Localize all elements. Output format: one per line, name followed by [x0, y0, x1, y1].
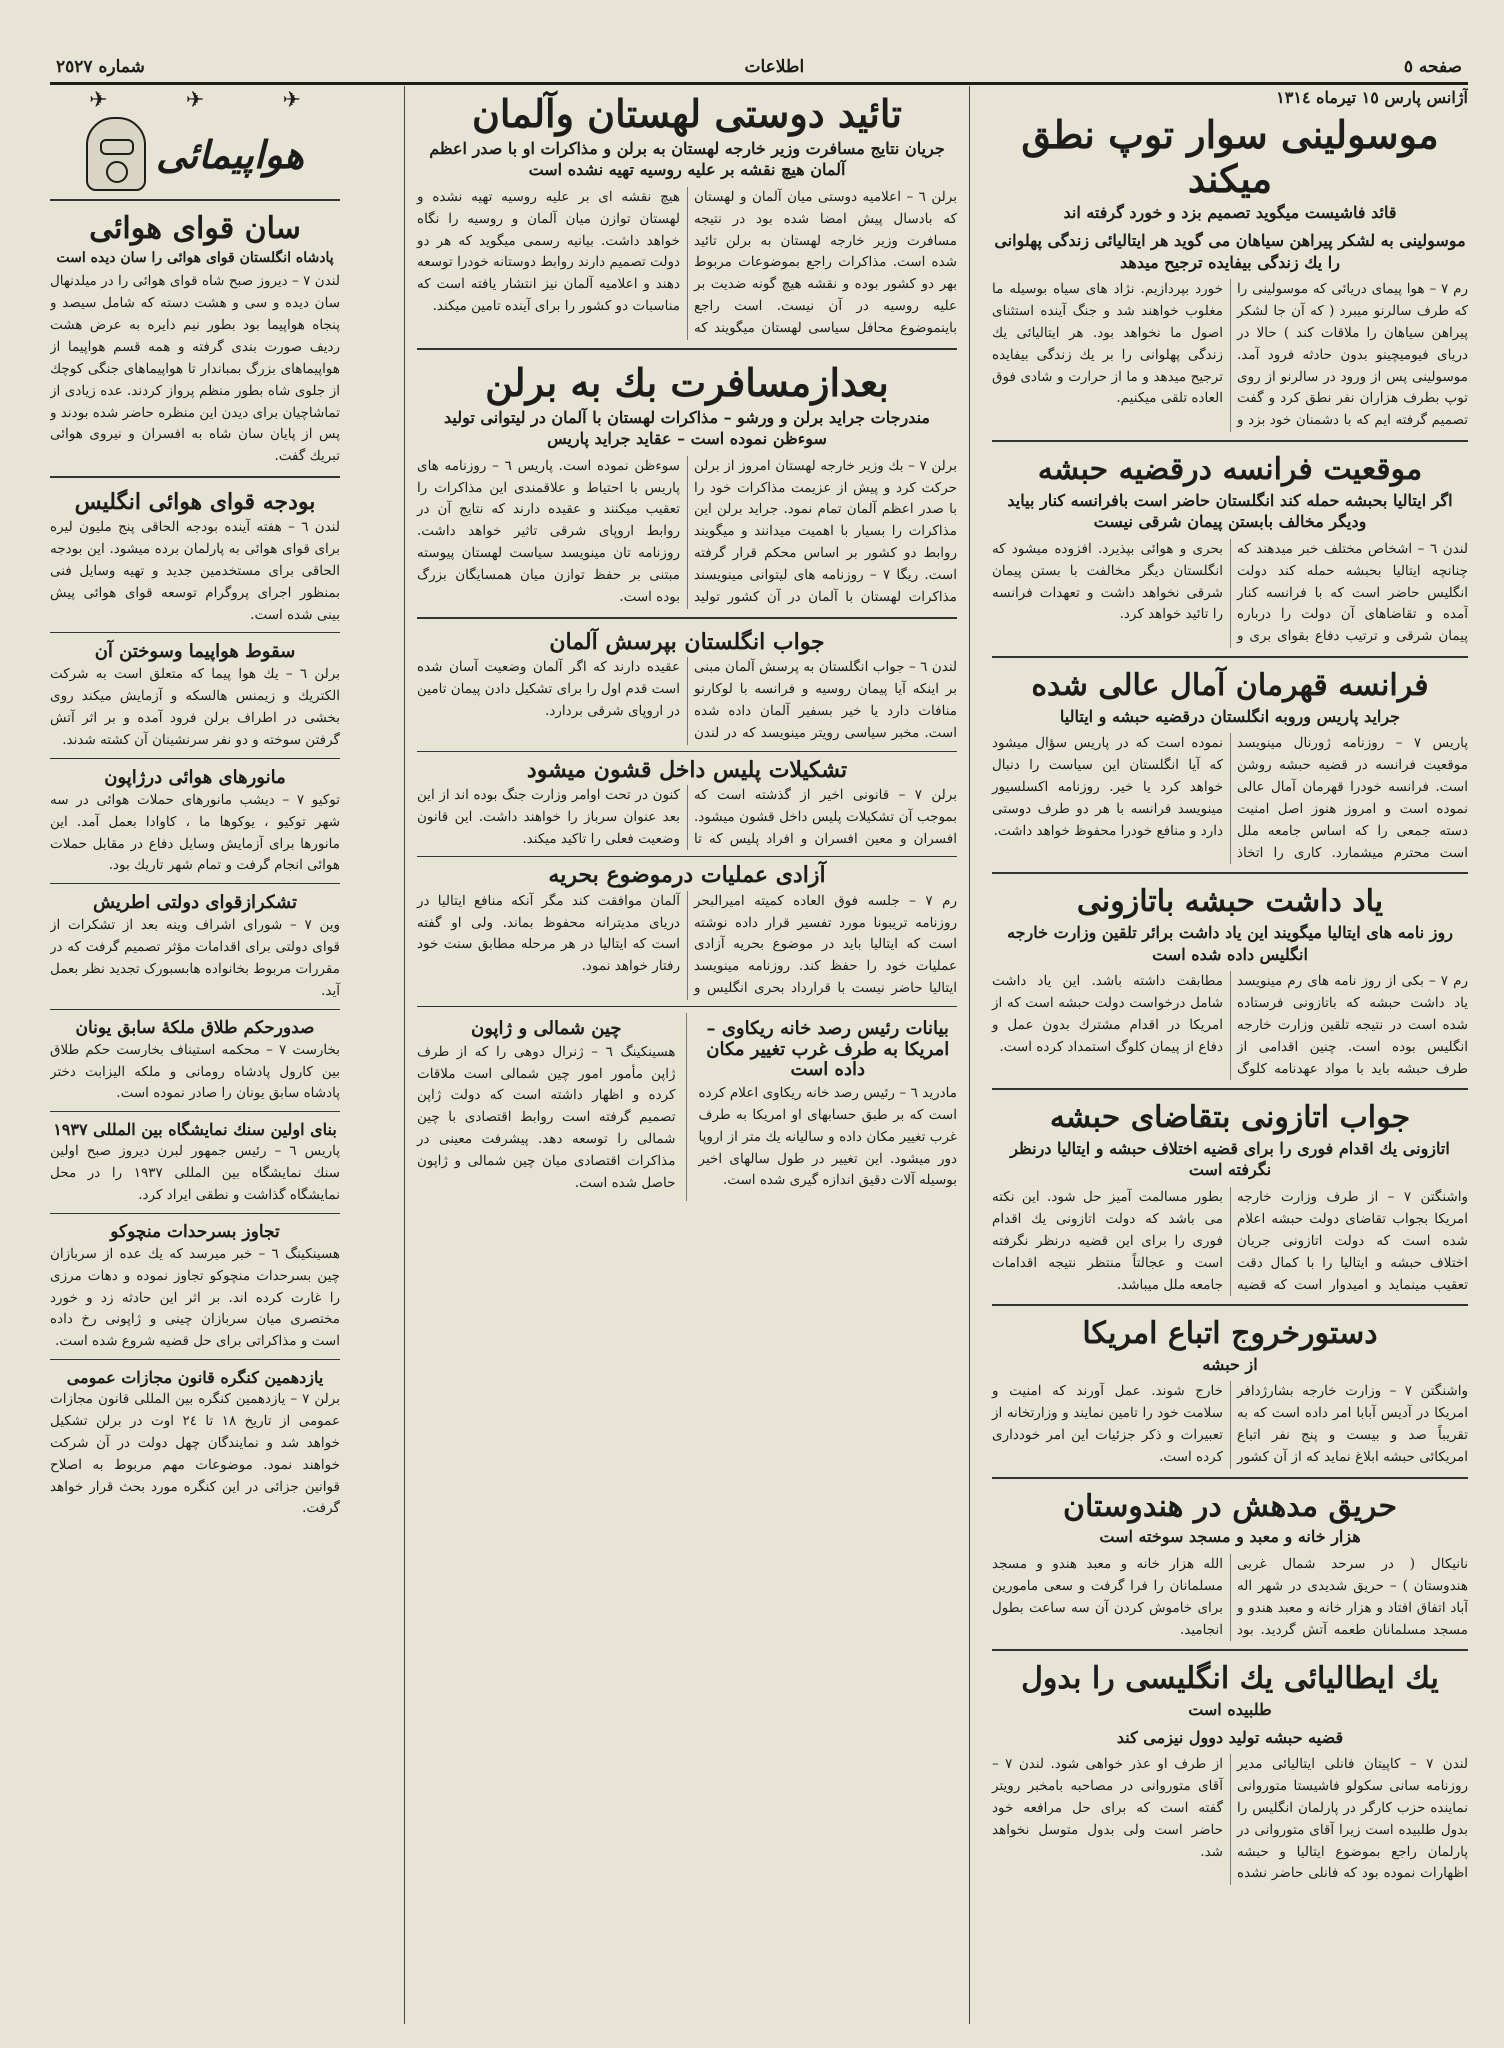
divider — [417, 856, 957, 857]
divider — [50, 1213, 340, 1214]
divider — [50, 632, 340, 633]
subhead-france-hero: جراید پاریس وروبه انگلستان درقضیه حبشه و ایتالیا — [1059, 706, 1401, 726]
divider — [50, 1359, 340, 1360]
article-uk-reply — [417, 630, 957, 745]
headline-poland-germany: تائید دوستی لهستان وآلمان — [472, 91, 902, 136]
body-india-fire: نانیکال ( در سرحد شمال غربی هندوستان ) – حریق شدیدی در شهر اله آباد اتفاق افتاد و هزار خانه و معبد هندو و مسجد مسلمانان طعمه آتش گردید. بود الله هزار خانه و معبد هندو و مسجد مسلمانان را فرا گرفت و سعی مامورین برای خاموش کردن آن سه ساعت بطول انجامید. — [992, 1556, 1468, 1638]
issue-number: شماره ٢٥٢٧ — [56, 57, 145, 77]
article-manchukuo — [50, 1222, 340, 1353]
divider — [417, 1006, 957, 1007]
body-observatory: مادرید ٦ – رئیس رصد خانه ریکاوی اعلام کرده است که بر طبق حسابهای او امریکا به طرف غرب تغییر مکان داده و سالیانه یك متر از اروپا دور میشود. این تغییر در طول سالهای اخیر بوسیله آلات دقیق اندازه گیری شده است. — [698, 1085, 958, 1189]
body-police-army: برلن ٧ – قانونی اخیر از گذشته است که بموجب آن تشکیلات پلیس داخل قشون میشود. افسران و معین افسران و افراد پلیس که تا کنون در تحت اوامر وزارت جنگ بوده اند از این بعد عنوان سرباز را خواهند داشت. این قانون وضعیت فعلی را تاکید میکند. — [417, 786, 957, 847]
body-austria: وین ٧ – شورای اشراف وینه بعد از تشکرات از قوای دولتی برای اقدامات مؤثر تصمیم گرفت که در مقررات مربوط بخانواده هابسبورک تجدید نظر بعمل آید. — [50, 917, 340, 999]
dateline: آژانس پارس ١٥ تیرماه ١٣١٤ — [1276, 88, 1468, 107]
subhead-france-position: اگر ایتالیا بحبشه حمله کند انگلستان حاضر است بافرانسه کنار بیاید ودیگر مخالف بابستن پیمان شرقی نیست — [1007, 490, 1453, 532]
body-penal-congress: برلن ٧ – یازدهمین کنگره بین المللی قانون مجازات عمومی از تاریخ ١٨ تا ٢٤ اوت در برلن تشکیل خواهد شد و نمایندگان چهل دولت در آن شرکت خواهند نمود. موضوعات مهم مربوط به اصلاح قوانین جزائی در این کنگره مورد بحث قرار خواهد گرفت. — [50, 1391, 341, 1517]
headline-divorce: صدورحکم طلاق ملکهٔ سابق یونان — [75, 1017, 315, 1038]
subhead-us-nationals: از حبشه — [1202, 1354, 1258, 1374]
body-uk-reply: لندن ٦ – جواب انگلستان به پرسش آلمان مبنی بر اینکه آیا پیمان روسیه و فرانسه با لوکارنو منافات دارد یا خیر بسفیر آلمان داده شده است. مخبر سیاسی رویتر مینویسد که در لندن عقیده دارند که اگر آلمان وضعیت آسان شده است قدم اول را برای تشکیل دادن پیمان تامین در اروپای شرقی بردارد. — [417, 659, 957, 741]
body-us-nationals: واشنگتن ٧ – وزارت خارجه بشارژدافر امریکا در آدیس آبابا امر داده است که به تقریباً صد و بیست و پنج نفر اتباع امریکائی حبشه ابلاغ نماید که از آن کشور خارج شوند. عمل آورند که امنیت و سلامت خود را تامین نمایند و وزارتخانه از تعبیرات و ذکر جزئیات این امر خودداری کرده است. — [992, 1383, 1468, 1466]
headline-india-fire: حریق مدهش در هندوستان — [1063, 1488, 1397, 1524]
headline-uk-reply: جواب انگلستان بپرسش آلمان — [549, 628, 825, 655]
article-beck-berlin — [417, 361, 957, 609]
headline-naval: آزادی عملیات درموضوع بحریه — [548, 862, 826, 889]
headline-penal-congress: یازدهمین کنگره قانون مجازات عمومی — [66, 1368, 324, 1388]
body-mussolini: رم ٧ – هوا پیمای دریائی که موسولینی را که طرف سالرنو میبرد ( که آن جا لشکر پیراهن سیاهان را ملاقات کند ) حالا در دریای فیومیچینو بدون حادثه فرود آمد. موسولینی پس از ورود در سالرنو از روی توپ بطرف هزاران نفر نطق کرد و گفت تصمیم گرفته ایم که با دشمنان خود بزد و خورد بپردازیم. نژاد های سیاه بوسیله ما مغلوب خواهند شد و جنگ آینده استثنای اصول ما نخواهد بود. هر ایتالیائی یك زندگی پهلوانی را بر یك زندگی بیفایده ترجیح میدهد و ما از حرارت و شادی فوق العاده تلقی میکنیم. — [992, 281, 1468, 429]
aviation-section-header — [50, 117, 340, 191]
article-ethiopia-note — [992, 885, 1468, 1080]
subhead-air-review: پادشاه انگلستان قوای هوائی را سان دیده است — [56, 249, 334, 266]
article-expo-1937 — [50, 1120, 340, 1207]
headline-observatory: بیانات رئیس رصد خانه ریکاوی – امریکا به طرف غرب تغییر مکان داده است — [706, 1017, 950, 1081]
article-police-army — [417, 758, 957, 851]
body-france-position: لندن ٦ – اشخاص مختلف خبر میدهند که چنانچه ایتالیا بحبشه حمله کند دولت انگلیس حاضر است که با فرانسه کنار آمده و تقاضاهای آن دولت را درباره پیمان شرقی و ترتیب دفاع بقوای بری و بحری و هوائی بپذیرد. افزوده میشود که انگلستان دیگر مخالفت با بستن پیمان شرقی نخواهد داشت و تعهدات فرانسه را تائید خواهد کرد. — [992, 540, 1468, 645]
divider — [50, 883, 340, 884]
subhead-us-reply: اتازونی یك اقدام فوری را برای قضیه اختلاف حبشه و ایتالیا درنظر نگرفته است — [1010, 1138, 1450, 1180]
subhead-duel-1: طلبیده است — [1188, 1699, 1272, 1719]
body-france-hero: پاریس ٧ – روزنامه ژورنال مینویسد موقعیت فرانسه در قضیه حبشه روشن است. فرانسه خودرا قهرمان آمال عالی نموده است و امروز هنوز اصل امنیت دسته جمعی را که اساس جامعه ملل است محترم میشمارد. کاری را اتخاذ نموده است که در پاریس سؤال میشود که آیا انگلستان این سیاست را دنبال خواهد کرد یا خیر. روزنامه اکسلسیور مینویسد فرانسه با هر دو طرف دوستی دارد و منافع خودرا محفوظ خواهد داشت. — [992, 735, 1468, 861]
headline-air-budget: بودجه قوای هوائی انگلیس — [74, 489, 316, 516]
headline-france-position: موقعیت فرانسه درقضیه حبشه — [1037, 452, 1423, 488]
divider — [992, 1649, 1468, 1654]
headline-plane-crash: سقوط هواپیما وسوختن آن — [94, 641, 296, 663]
divider — [50, 758, 340, 759]
article-penal-congress — [50, 1368, 340, 1520]
divider — [417, 348, 957, 353]
article-us-nationals — [992, 1317, 1468, 1469]
article-france-hero — [992, 669, 1468, 864]
article-china-japan — [417, 1013, 687, 1201]
divider — [417, 617, 957, 622]
article-naval — [417, 863, 957, 1000]
subhead-poland-germany: جریان نتایج مسافرت وزیر خارجه لهستان به برلن و مذاکرات او با صدر اعظم آلمان هیچ نقشه بر علیه روسیه تهیه نشده است — [429, 138, 945, 180]
body-japan-maneuvers: توکیو ٧ – دیشب مانورهای حملات هوائی در سه شهر توکیو ، یوکوها ما ، کاوادا بعمل آمد. این مانورها برای آزمایش وسایل دفاع در مقابل حملات هوائی انجام گرفت و تمام شهر تاریك بود. — [50, 791, 340, 874]
article-poland-germany — [417, 92, 957, 340]
right-column — [982, 86, 1468, 2024]
body-expo-1937: پاریس ٦ – رئیس جمهور لبرن دیروز صبح اولین سنك نمایشگاه بین المللی ١٩٣٧ را در محل نمایشگاه گذاشت و نطقی ایراد کرد. — [50, 1143, 340, 1204]
subhead-mussolini-2: موسولینی به لشکر پیراهن سیاهان می گوید هر ایتالیائی زندگی پهلوانی را یك زندگی بیفایده ترجیح میدهد — [994, 230, 1466, 272]
headline-air-review: سان قوای هوائی — [89, 211, 301, 246]
subhead-beck-berlin: مندرجات جراید برلن و ورشو – مذاکرات لهستان با آلمان در لیتوانی تولید سوءظن نموده است – عقاید جراید پاریس — [444, 407, 930, 449]
article-air-review — [50, 212, 340, 468]
divider — [50, 199, 340, 204]
middle-column — [404, 86, 970, 2024]
article-mussolini — [992, 113, 1468, 432]
subhead-mussolini-1: قائد فاشیست میگوید تصمیم بزد و خورد گرفته اند — [1063, 203, 1397, 223]
article-india-fire — [992, 1490, 1468, 1642]
divider — [992, 656, 1468, 661]
body-air-review: لندن ٧ – دیروز صبح شاه قوای هوائی را در میلدنهال سان دیده و سی و هشت دسته که شامل سیصد و پنجاه هواپیما بود بطور نیم دایره به عرض هشت ردیف صورت بندی گرفته و همه قسم هواپیما از هواپیماهای بزرگ بمباندار تا هواپیماهای جنگی کوچك از جلوی شاه بطور منظم پرواز کردند. عده زیادی از تماشاچیان برای دیدن این منظره حاضر شده بودند و پس از پایان سان شاه به افسران و نیروی هوائی تبریك گفت. — [50, 273, 340, 465]
headline-beck-berlin: بعدازمسافرت بك به برلن — [485, 359, 889, 405]
headline-france-hero: فرانسه قهرمان آمال عالی شده — [1031, 668, 1429, 704]
body-plane-crash: برلن ٦ – یك هوا پیما که متعلق است به شرکت الکتریك و زیمنس هالسکه و آزمایش میکند روی بخشی در اطراف برلن فرود آمده و بر اثر آتش گرفتن سوخته و دو نفر سرنشینان آن کشته شدند. — [50, 666, 340, 748]
divider — [992, 872, 1468, 877]
pilot-illustration-icon — [86, 117, 146, 191]
aviation-section-title: هواپیمائی — [155, 131, 305, 177]
headline-austria: تشکرازقوای دولتی اطریش — [92, 892, 297, 914]
divider — [992, 1304, 1468, 1309]
divider — [50, 476, 340, 481]
subhead-duel-2: قضیه حبشه تولید دوول نیزمی کند — [1116, 1727, 1344, 1747]
article-austria — [50, 892, 340, 1002]
article-us-reply — [992, 1101, 1468, 1296]
newspaper-name: اطلاعات — [744, 57, 805, 77]
body-beck-berlin: برلن ٧ – بك وزیر خارجه لهستان امروز از برلن حرکت کرد و پیش از عزیمت مذاکرات خود را با صدر اعظم آلمان تمام نمود. جراید برلن این مذاکرات را بسیار با اهمیت میدانند و میگویند روابط دو کشور بر اساس محکم قرار گرفته است. ریگا ٧ – روزنامه های لیتوانی مینویسند مذاکرات لهستان با آلمان در آن کشور تولید سوءظن نموده است. پاریس ٦ – روزنامه های پاریس با احتیاط و علاقمندی این مذاکرات را تعقیب میکنند و عقیده دارند که نتایج آن در روابط اروپای شرقی تاثیر خواهد داشت. روزنامه تان مینویسد سیاست لهستان پیوسته مبتنی بر حفظ توازن میان همسایگان بزرگ بوده است. — [417, 457, 958, 605]
body-naval: رم ٧ – جلسه فوق العاده کمیته امیرالبحر روزنامه تریبونا مورد تفسیر قرار داده نوشته است که ایتالیا باید در موضوع بحریه آزادی عملیات خود را حفظ کند. روزنامه مینویسد ایتالیا حاضر نیست با قرارداد بحری انگلیس و آلمان موافقت کند مگر آنکه منافع ایتالیا در دریای مدیترانه محفوظ بماند. ولی او گفته است که ایتالیا در هر مرحله مطابق سنت خود رفتار خواهد نمود. — [417, 892, 958, 997]
body-us-reply: واشنگتن ٧ – از طرف وزارت خارجه امریکا بجواب تقاضای دولت حبشه اعلام شده است که دولت اتازونی جریان اختلاف حبشه و ایتالیا را با کمال دقت تعقیب مینماید و امیدوار است که قضیه بطور مسالمت آمیز حل شود. این نکته می باشد که دولت اتازونی یك اقدام فوری را برای این قضیه درنظر نگرفته است و عجالتاً منتظر نتیجه اقدامات جامعه ملل میباشد. — [992, 1189, 1468, 1293]
divider — [50, 1009, 340, 1010]
airplane-icon: ✈ — [89, 88, 108, 113]
article-plane-crash — [50, 641, 340, 751]
body-china-japan: هسینکینگ ٦ – ژنرال دوهی را که از طرف ژاپن مأمور امور چین شمالی است ملاقات کرده و اظهار داشته است که دولت ژاپن تصمیم گرفته است روابط اقتصادی با چین شمالی را توسعه دهد. پیشرفت معینی در مذاکرات اقتصادی میان چین شمالی و ژاپون حاصل شده است. — [417, 1043, 676, 1191]
body-poland-germany: برلن ٦ – اعلامیه دوستی میان آلمان و لهستان که بادسال پیش امضا شده بود در نتیجه مسافرت وزیر خارجه لهستان به برلن تائید شده است. مذاکرات راجع بموضوعات مربوط بهر دو کشور بوده و نقشه هیچ گونه ضدیت بر علیه روسیه در آن نیست. است راجع باینموضوع محافل سیاسی لهستان میگویند که هیچ نقشه ای بر علیه روسیه تهیه نشده و لهستان توازن میان آلمان و روسیه را نگاه خواهد داشت. بیانیه رسمی میگوید که هر دو دولت تصمیم دارند روابط دوستانه خودرا توسعه دهند و اعلامیه آلمان نیز انتشار یافته است که مناسبات دو کشور را برای آینده تامین میکند. — [417, 188, 958, 337]
article-duel — [992, 1662, 1468, 1885]
divider — [50, 1111, 340, 1112]
headline-expo-1937: بنای اولین سنك نمایشگاه بین المللی ١٩٣٧ — [53, 1120, 337, 1140]
article-japan-maneuvers — [50, 767, 340, 877]
page-number: صفحه ٥ — [1403, 57, 1462, 77]
bottom-briefs — [417, 1013, 957, 1201]
headline-china-japan: چین شمالی و ژاپون — [471, 1017, 622, 1039]
plane-ornaments — [50, 88, 340, 113]
headline-us-reply: جواب اتازونی بتقاضای حبشه — [1049, 1100, 1411, 1136]
headline-ethiopia-note: یاد داشت حبشه باتازونی — [1076, 884, 1384, 920]
subhead-ethiopia-note: روز نامه های ایتالیا میگویند این یاد داشت برائر تلقین وزارت خارجه انگلیس داده شده است — [1007, 922, 1453, 964]
headline-police-army: تشکیلات پلیس داخل قشون میشود — [526, 756, 848, 783]
headline-mussolini: موسولینی سوار توپ نطق میکند — [1021, 112, 1439, 201]
divider — [992, 1088, 1468, 1093]
divider — [992, 440, 1468, 445]
divider — [417, 751, 957, 752]
body-duel: لندن ٧ – کاپیتان فانلی ایتالیائی مدیر روزنامه سانی سکولو فاشیستا متوروانی نماینده حزب کارگر در پارلمان انگلیس را بدول طلبیده است زیرا آقای متوروانی در پارلمان راجع بموضوع ایتالیا و حبشه اظهارات نموده بود که فانلی حاضر نشده از طرف او عذر خواهی شود. لندن ٧ – آقای متوروانی در مصاحبه بامخبر رویتر گفته است که برای حل مرافعه خود حاضر است ولی بدول متوسل نخواهد شد. — [992, 1756, 1468, 1882]
masthead — [50, 52, 1468, 85]
body-ethiopia-note: رم ٧ – بکی از روز نامه های رم مینویسد یاد داشت حبشه که باتازونی فرستاده شده است در نتیجه تلقین وزارت خارجه انگلیس بوده است. چنین اقدامی از طرف حبشه باید با مواد عهدنامه کلوگ مطابقت داشته باشد. این یاد داشت شامل درخواست دولت حبشه است که از امریکا در اقدام مشترك بدون عمل و دفاع از پیمان کلوگ استمداد کرده است. — [992, 973, 1468, 1077]
subhead-india-fire: هزار خانه و معبد و مسجد سوخته است — [1099, 1527, 1361, 1547]
body-divorce: بخارست ٧ – محکمه استیناف بخارست حکم طلاق بین کارول پادشاه رومانی و ملکه الیزابت دختر پادشاه سابق یونان را صادر نموده است. — [50, 1041, 340, 1102]
headline-japan-maneuvers: مانورهای هوائی درژاپون — [104, 766, 286, 788]
article-air-budget — [50, 489, 340, 626]
airplane-icon: ✈ — [282, 88, 301, 113]
left-column — [50, 86, 350, 2024]
headline-duel: یك ایطالیائی یك انگلیسی را بدول — [1021, 1661, 1439, 1697]
divider — [992, 1477, 1468, 1482]
airplane-icon: ✈ — [185, 88, 205, 113]
article-france-position — [992, 453, 1468, 648]
headline-us-nationals: دستورخروج اتباع امریکا — [1082, 1316, 1378, 1352]
article-divorce — [50, 1018, 340, 1106]
body-manchukuo: هسینکینگ ٦ – خبر میرسد که یك عده از سربازان چین بسرحدات منچوکو تجاوز نموده و دهات مرزی را غارت کرده اند. بر اثر این حادثه زد و خورد مختصری میان سربازان چینی و ژاپونی رخ داده است و مذاکراتی برای حل قضیه شروع شده است. — [50, 1245, 340, 1350]
body-air-budget: لندن ٦ – هفته آینده بودجه الحاقی پنج ملیون لیره برای قوای هوائی به پارلمان برده میشود. این بودجه الحاقی برای مستخدمین جدید و تهیه وسایل فنی بمنظور اجرای پروگرام توسعه قوای هوائی پیش بینی شده است. — [50, 519, 340, 623]
article-observatory — [699, 1013, 958, 1201]
headline-manchukuo: تجاوز بسرحدات منچوکو — [110, 1221, 280, 1242]
